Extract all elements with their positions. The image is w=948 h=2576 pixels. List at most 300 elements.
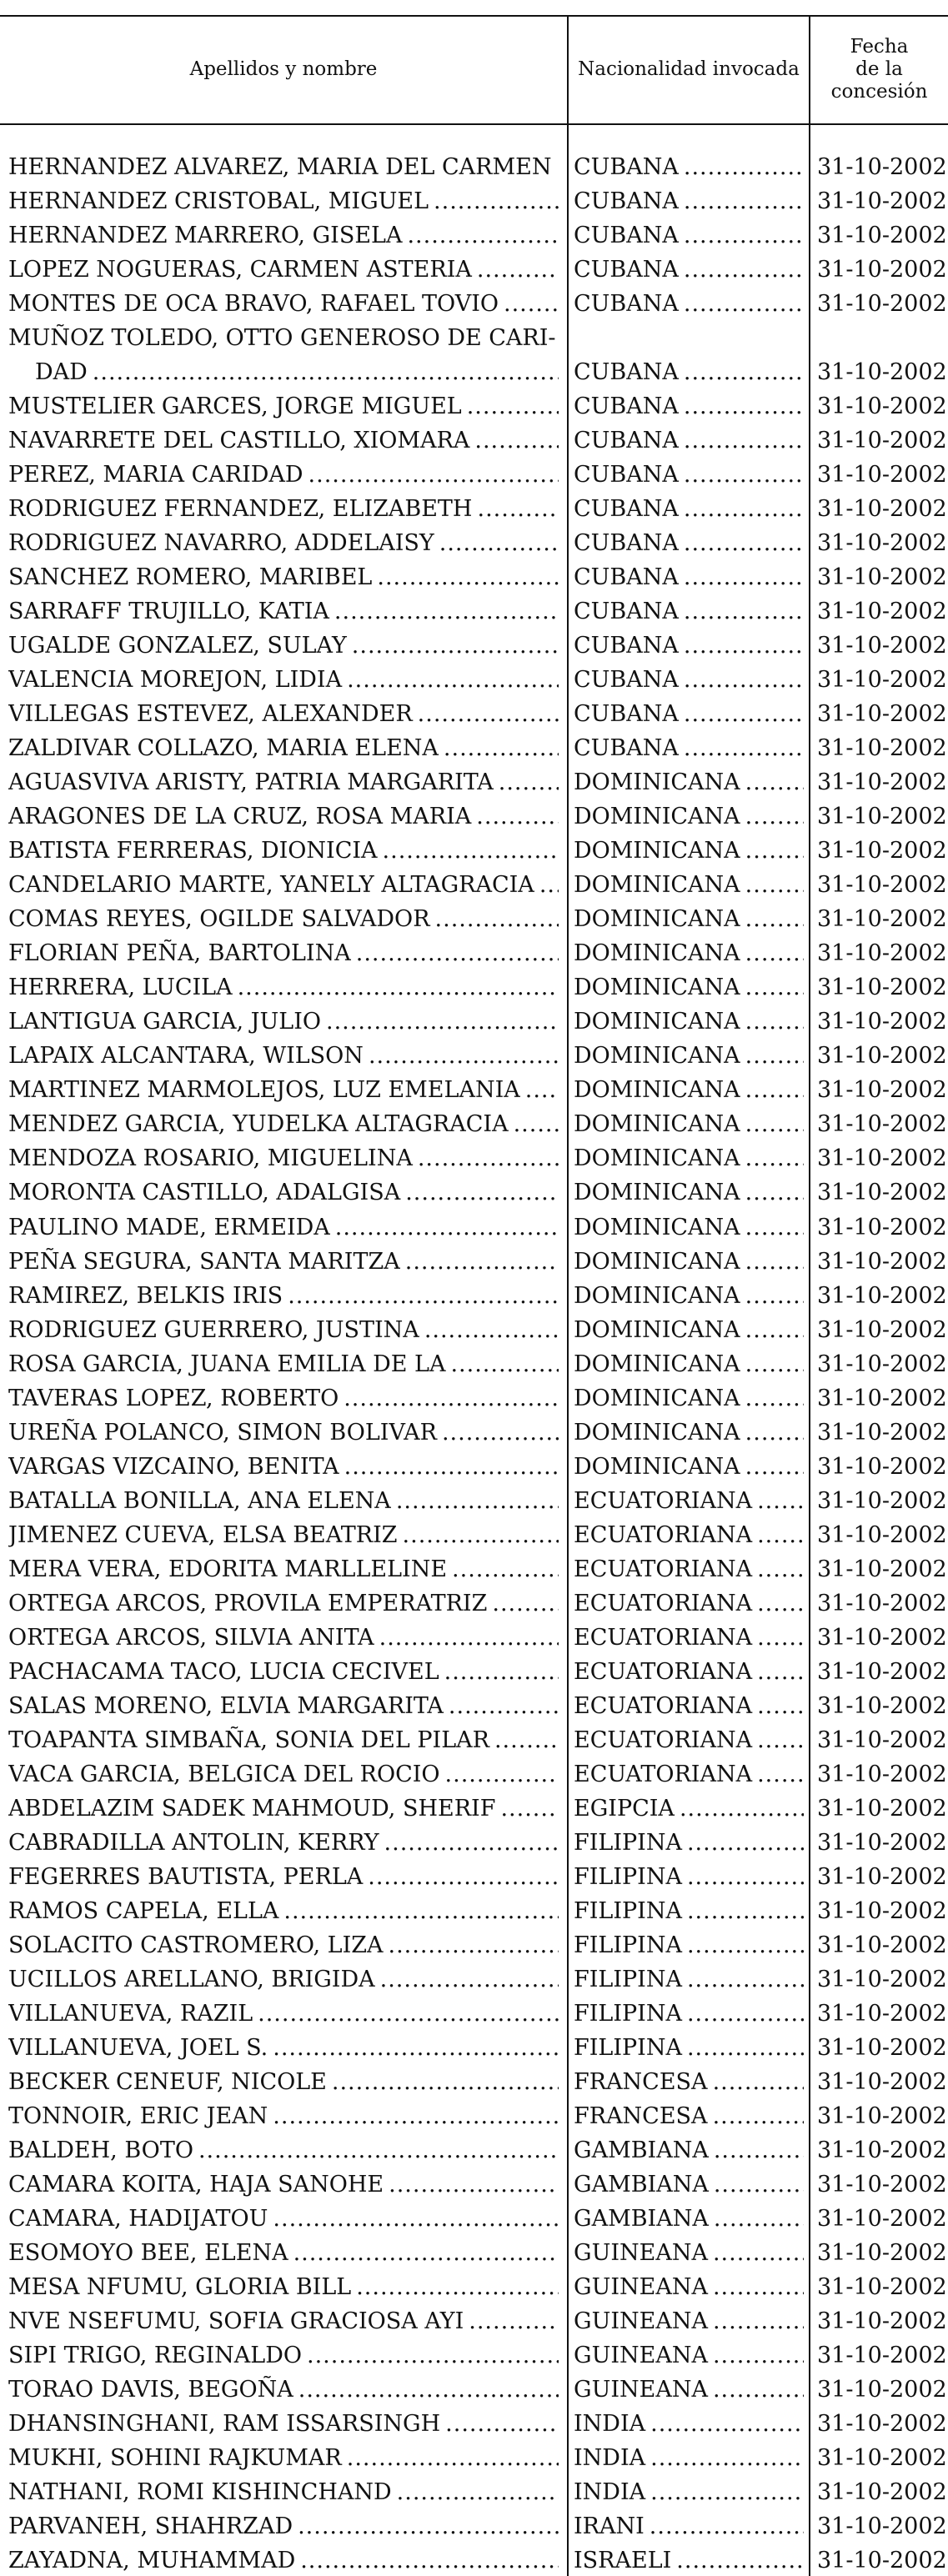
nationality-text: DOMINICANA	[574, 1043, 740, 1070]
table-row	[0, 522, 948, 556]
dot-leader	[300, 2548, 559, 2573]
table-row	[0, 1275, 948, 1309]
name-cell	[8, 248, 559, 283]
date-text: 31-10-2002	[817, 2102, 947, 2129]
nationality-cell	[574, 522, 804, 556]
nationality-cell	[574, 1069, 804, 1103]
name-text: HERNANDEZ CRISTOBAL, MIGUEL	[8, 188, 429, 215]
name-text: HERNANDEZ ALVAREZ, MARIA DEL CARMEN	[8, 154, 552, 181]
name-text: CABRADILLA ANTOLIN, KERRY	[8, 1829, 379, 1856]
dot-leader	[757, 1727, 804, 1753]
date-cell	[817, 1651, 947, 1685]
nationality-cell	[574, 1924, 804, 1958]
date-text: 31-10-2002	[817, 769, 947, 796]
name-text: AGUASVIVA ARISTY, PATRIA MARGARITA	[8, 769, 494, 796]
date-cell	[817, 2163, 947, 2198]
name-text: LAPAIX ALCANTARA, WILSON	[8, 1043, 364, 1070]
dot-leader	[687, 1967, 804, 1992]
table-row	[0, 1992, 948, 2027]
dot-leader	[556, 154, 559, 180]
nationality-text: CUBANA	[574, 154, 679, 181]
dot-leader	[368, 1864, 559, 1890]
table-row	[0, 317, 948, 385]
nationality-cell	[574, 283, 804, 317]
nationality-cell	[574, 317, 804, 385]
date-text: 31-10-2002	[817, 2171, 947, 2198]
date-text: 31-10-2002	[817, 1761, 947, 1787]
dot-leader	[539, 872, 559, 898]
date-text: 31-10-2002	[817, 1385, 947, 1411]
nationality-cell	[574, 556, 804, 590]
name-cell	[8, 1205, 559, 1240]
nationality-text: CUBANA	[574, 564, 679, 591]
nationality-cell	[574, 2334, 804, 2368]
table-row	[0, 2198, 948, 2232]
name-text: SOLACITO CASTROMERO, LIZA	[8, 1932, 384, 1958]
table-row	[0, 385, 948, 419]
nationality-text: ECUATORIANA	[574, 1727, 753, 1753]
date-text: 31-10-2002	[817, 1111, 947, 1138]
date-text: 31-10-2002	[817, 1419, 947, 1446]
table-row	[0, 1103, 948, 1137]
dot-leader	[676, 2548, 804, 2573]
dot-leader	[356, 940, 559, 966]
nationality-text: CUBANA	[574, 257, 679, 283]
date-cell	[817, 1171, 947, 1206]
date-cell	[817, 1890, 947, 1924]
name-text: SALAS MORENO, ELVIA MARGARITA	[8, 1692, 444, 1719]
nationality-text: FILIPINA	[574, 2000, 682, 2027]
name-text: MUKHI, SOHINI RAJKUMAR	[8, 2445, 342, 2472]
nationality-text: DOMINICANA	[574, 906, 740, 933]
dot-leader	[757, 1591, 804, 1616]
table-row	[0, 1822, 948, 1856]
date-text: 31-10-2002	[817, 1692, 947, 1719]
dot-leader	[745, 1351, 804, 1377]
name-cell	[8, 1753, 559, 1787]
table-row	[0, 1616, 948, 1651]
table-row	[0, 2471, 948, 2505]
name-text: MUÑOZ TOLEDO, OTTO GENEROSO DE CARI-	[8, 325, 556, 352]
date-text: 31-10-2002	[817, 872, 947, 899]
date-text: 31-10-2002	[817, 2377, 947, 2403]
date-text: 31-10-2002	[817, 2273, 947, 2300]
nationality-cell	[574, 1992, 804, 2027]
name-text: RAMIREZ, BELKIS IRIS	[8, 1282, 283, 1309]
date-text: 31-10-2002	[817, 1487, 947, 1514]
name-cell	[8, 522, 559, 556]
name-cell	[8, 2027, 559, 2061]
dot-leader	[757, 1556, 804, 1582]
nationality-text: CUBANA	[574, 291, 679, 318]
table-row	[0, 1069, 948, 1103]
nationality-text: FRANCESA	[574, 2068, 708, 2095]
table-row	[0, 1651, 948, 1685]
dot-leader	[369, 1043, 559, 1069]
name-cell	[8, 1924, 559, 1958]
dot-leader	[687, 1864, 804, 1890]
dot-leader	[273, 2035, 559, 2061]
dot-leader	[745, 1283, 804, 1309]
table-row	[0, 624, 948, 659]
table-row	[0, 659, 948, 693]
table-row	[0, 2232, 948, 2266]
dot-leader	[745, 1249, 804, 1275]
name-text: UREÑA POLANCO, SIMON BOLIVAR	[8, 1419, 437, 1446]
date-cell	[817, 2300, 947, 2334]
table-row	[0, 1137, 948, 1171]
nationality-cell	[574, 1309, 804, 1343]
date-text: 31-10-2002	[817, 940, 947, 967]
name-cell	[8, 1411, 559, 1446]
dot-leader	[407, 223, 559, 248]
nationality-cell	[574, 214, 804, 248]
dot-leader	[745, 906, 804, 932]
name-cell	[8, 146, 559, 180]
nationality-cell	[574, 2505, 804, 2539]
nationality-text: DOMINICANA	[574, 1351, 740, 1377]
date-cell	[817, 966, 947, 1001]
date-text: 31-10-2002	[817, 154, 947, 181]
table-row	[0, 1890, 948, 1924]
table-row	[0, 1787, 948, 1822]
name-text: MORONTA CASTILLO, ADALGISA	[8, 1180, 401, 1206]
nationality-cell	[574, 2163, 804, 2198]
nationality-cell	[574, 1411, 804, 1446]
nationality-cell	[574, 1000, 804, 1035]
dot-leader	[504, 291, 559, 317]
table-row	[0, 2437, 948, 2471]
table-row	[0, 1309, 948, 1343]
name-text: TOAPANTA SIMBAÑA, SONIA DEL PILAR	[8, 1727, 489, 1753]
dot-leader	[650, 2445, 804, 2471]
dot-leader	[525, 1077, 559, 1103]
nationality-text: FILIPINA	[574, 1932, 682, 1958]
name-cell	[8, 317, 559, 385]
date-text: 31-10-2002	[817, 2034, 947, 2061]
nationality-cell	[574, 146, 804, 180]
nationality-cell	[574, 1240, 804, 1275]
nationality-cell	[574, 454, 804, 488]
nationality-cell	[574, 727, 804, 761]
dot-leader	[714, 2206, 804, 2232]
dot-leader	[492, 1591, 559, 1616]
name-cell	[8, 1137, 559, 1171]
nationality-cell	[574, 2539, 804, 2573]
name-cell	[8, 1514, 559, 1548]
dot-leader	[467, 393, 559, 419]
date-text: 31-10-2002	[817, 838, 947, 865]
table-row	[0, 898, 948, 932]
name-cell	[8, 419, 559, 454]
table-row	[0, 2368, 948, 2403]
date-text: 31-10-2002	[817, 1214, 947, 1240]
table-row	[0, 283, 948, 317]
header-date-line: de la	[855, 58, 903, 80]
table-row	[0, 829, 948, 864]
dot-leader	[434, 188, 559, 214]
name-cell	[8, 2300, 559, 2334]
date-cell	[817, 2266, 947, 2300]
date-text: 31-10-2002	[817, 2513, 947, 2540]
name-cell	[8, 932, 559, 966]
table-row	[0, 1035, 948, 1069]
nationality-text: DOMINICANA	[574, 1111, 740, 1138]
nationality-text: DOMINICANA	[574, 769, 740, 796]
dot-leader	[713, 2274, 804, 2300]
dot-leader	[405, 1249, 559, 1275]
nationality-cell	[574, 1205, 804, 1240]
dot-leader	[745, 1111, 804, 1137]
name-text: SARRAFF TRUJILLO, KATIA	[8, 599, 329, 625]
dot-leader	[684, 154, 804, 180]
nationality-text: DOMINICANA	[574, 1214, 740, 1240]
name-text-continued: DAD	[35, 359, 88, 386]
date-cell	[817, 1822, 947, 1856]
nationality-text: CUBANA	[574, 428, 679, 454]
header-date-line: Fecha	[850, 35, 909, 58]
date-text: 31-10-2002	[817, 1145, 947, 1172]
dot-leader	[258, 2001, 559, 2027]
name-text: ZALDIVAR COLLAZO, MARIA ELENA	[8, 735, 439, 762]
name-cell	[8, 864, 559, 898]
nationality-cell	[574, 1137, 804, 1171]
name-cell	[8, 2095, 559, 2129]
nationality-cell	[574, 1582, 804, 1616]
name-cell	[8, 2539, 559, 2573]
date-text: 31-10-2002	[817, 667, 947, 694]
name-text: RODRIGUEZ NAVARRO, ADDELAISY	[8, 530, 434, 557]
date-cell	[817, 1753, 947, 1787]
date-text: 31-10-2002	[817, 1590, 947, 1616]
dot-leader	[650, 2513, 804, 2539]
date-text: 31-10-2002	[817, 1282, 947, 1309]
name-text: ESOMOYO BEE, ELENA	[8, 2239, 288, 2266]
date-text: 31-10-2002	[817, 291, 947, 318]
date-text: 31-10-2002	[817, 633, 947, 659]
name-text: ROSA GARCIA, JUANA EMILIA DE LA	[8, 1351, 446, 1377]
nationality-cell	[574, 624, 804, 659]
dot-leader	[684, 564, 804, 590]
dot-leader	[745, 940, 804, 966]
dot-leader	[476, 804, 559, 829]
nationality-cell	[574, 1719, 804, 1753]
date-cell	[817, 2539, 947, 2574]
dot-leader	[377, 564, 559, 590]
name-cell	[8, 1822, 559, 1856]
date-text: 31-10-2002	[817, 393, 947, 420]
dot-leader	[308, 462, 559, 488]
name-text: CAMARA, HADIJATOU	[8, 2205, 268, 2232]
nationality-cell	[574, 1685, 804, 1719]
name-cell	[8, 385, 559, 419]
nationality-cell	[574, 2437, 804, 2471]
name-cell	[8, 693, 559, 727]
date-cell	[817, 488, 947, 523]
table-body	[0, 146, 948, 2573]
dot-leader	[714, 2137, 804, 2163]
date-text: 31-10-2002	[817, 2308, 947, 2334]
name-text: TONNOIR, ERIC JEAN	[8, 2102, 268, 2129]
name-cell	[8, 1992, 559, 2027]
name-text: ORTEGA ARCOS, PROVILA EMPERATRIZ	[8, 1590, 488, 1616]
table-row	[0, 2403, 948, 2437]
dot-leader	[494, 1727, 559, 1753]
date-text: 31-10-2002	[817, 1556, 947, 1582]
name-cell	[8, 1582, 559, 1616]
nationality-cell	[574, 385, 804, 419]
name-text: BATISTA FERRERAS, DIONICIA	[8, 838, 378, 865]
table-row	[0, 1343, 948, 1377]
name-text: ORTEGA ARCOS, SILVIA ANITA	[8, 1624, 374, 1651]
name-text: JIMENEZ CUEVA, ELSA BEATRIZ	[8, 1521, 398, 1548]
name-text: BATALLA BONILLA, ANA ELENA	[8, 1487, 391, 1514]
nationality-text: ECUATORIANA	[574, 1624, 753, 1651]
header-date	[810, 15, 948, 123]
table-row	[0, 966, 948, 1000]
dot-leader	[757, 1693, 804, 1719]
table-row	[0, 146, 948, 180]
nationality-cell	[574, 2061, 804, 2095]
nationality-text: ECUATORIANA	[574, 1658, 753, 1685]
name-cell	[8, 1275, 559, 1309]
name-cell	[8, 795, 559, 829]
dot-leader	[684, 462, 804, 488]
dot-leader	[687, 2001, 804, 2027]
name-cell	[8, 1480, 559, 1514]
nationality-text: CUBANA	[574, 701, 679, 728]
nationality-cell	[574, 2471, 804, 2505]
name-text: SIPI TRIGO, REGINALDO	[8, 2343, 302, 2369]
date-text: 31-10-2002	[817, 223, 947, 249]
table-row	[0, 1719, 948, 1753]
name-text: BALDEH, BOTO	[8, 2137, 193, 2163]
date-cell	[817, 1480, 947, 1514]
date-text: 31-10-2002	[817, 2205, 947, 2232]
date-text: 31-10-2002	[817, 735, 947, 762]
dot-leader	[684, 496, 804, 522]
nationality-text: FILIPINA	[574, 1829, 682, 1856]
date-text: 31-10-2002	[817, 2343, 947, 2369]
name-text: HERRERA, LUCILA	[8, 975, 233, 1001]
name-cell	[8, 966, 559, 1000]
name-cell	[8, 1309, 559, 1343]
dot-leader	[347, 2445, 559, 2471]
dot-leader	[499, 769, 559, 795]
name-cell	[8, 2334, 559, 2368]
nationality-cell	[574, 1890, 804, 1924]
nationality-text: INDIA	[574, 2445, 646, 2472]
date-cell	[817, 556, 947, 591]
nationality-text: ECUATORIANA	[574, 1521, 753, 1548]
dot-leader	[273, 2206, 559, 2232]
date-text: 31-10-2002	[817, 1316, 947, 1343]
name-cell	[8, 1548, 559, 1582]
name-cell	[8, 2163, 559, 2198]
header-name	[0, 15, 567, 123]
nationality-text: CUBANA	[574, 359, 679, 386]
date-text: 31-10-2002	[817, 1624, 947, 1651]
table-row	[0, 1480, 948, 1514]
date-cell	[817, 1856, 947, 1890]
dot-leader	[687, 2035, 804, 2061]
table-row	[0, 214, 948, 248]
dot-leader	[283, 1898, 559, 1924]
date-cell	[817, 317, 947, 386]
dot-leader	[379, 1625, 559, 1651]
date-text: 31-10-2002	[817, 1180, 947, 1206]
nationality-cell	[574, 1446, 804, 1480]
nationality-cell	[574, 932, 804, 966]
table-row	[0, 419, 948, 454]
date-text: 31-10-2002	[817, 599, 947, 625]
date-text: 31-10-2002	[817, 1863, 947, 1890]
date-cell	[817, 2334, 947, 2369]
date-text: 31-10-2002	[817, 2445, 947, 2472]
table-row	[0, 1685, 948, 1719]
dot-leader	[684, 257, 804, 283]
dot-leader	[745, 1317, 804, 1343]
dot-leader	[344, 1454, 559, 1480]
name-text: VARGAS VIZCAINO, BENITA	[8, 1453, 339, 1480]
table-row	[0, 2163, 948, 2198]
table-row	[0, 1514, 948, 1548]
dot-leader	[397, 2479, 559, 2505]
dot-leader	[650, 2479, 804, 2505]
header-nationality-label: Nacionalidad invocada	[578, 58, 800, 80]
name-cell	[8, 1377, 559, 1411]
nationality-text: FRANCESA	[574, 2102, 708, 2129]
name-text: UGALDE GONZALEZ, SULAY	[8, 633, 347, 659]
date-cell	[817, 1137, 947, 1172]
header-nationality	[569, 15, 809, 123]
table-row	[0, 864, 948, 898]
date-text: 31-10-2002	[817, 1453, 947, 1480]
date-cell	[817, 1240, 947, 1275]
name-cell	[8, 1787, 559, 1822]
nationality-text: IRANI	[574, 2513, 645, 2540]
nationality-text: ECUATORIANA	[574, 1590, 753, 1616]
name-cell	[8, 2368, 559, 2403]
date-text: 31-10-2002	[817, 1658, 947, 1685]
nationality-cell	[574, 2027, 804, 2061]
nationality-text: ECUATORIANA	[574, 1487, 753, 1514]
table-row	[0, 1411, 948, 1446]
date-cell	[817, 2368, 947, 2403]
nationality-cell	[574, 180, 804, 214]
table-row	[0, 590, 948, 624]
nationality-cell	[574, 1480, 804, 1514]
nationality-text: DOMINICANA	[574, 1248, 740, 1275]
dot-leader	[684, 359, 804, 385]
table-row	[0, 2027, 948, 2061]
date-cell	[817, 864, 947, 899]
table-row	[0, 2539, 948, 2573]
date-cell	[817, 146, 947, 181]
nationality-text: GUINEANA	[574, 2273, 708, 2300]
nationality-cell	[574, 829, 804, 864]
nationality-cell	[574, 1958, 804, 1992]
nationality-cell	[574, 1856, 804, 1890]
name-cell	[8, 556, 559, 590]
date-text: 31-10-2002	[817, 1966, 947, 1992]
name-cell	[8, 214, 559, 248]
date-text: 31-10-2002	[817, 2239, 947, 2266]
name-text: MENDEZ GARCIA, YUDELKA ALTAGRACIA	[8, 1111, 509, 1138]
table-row	[0, 2334, 948, 2368]
dot-leader	[713, 2308, 804, 2334]
date-text: 31-10-2002	[817, 804, 947, 830]
